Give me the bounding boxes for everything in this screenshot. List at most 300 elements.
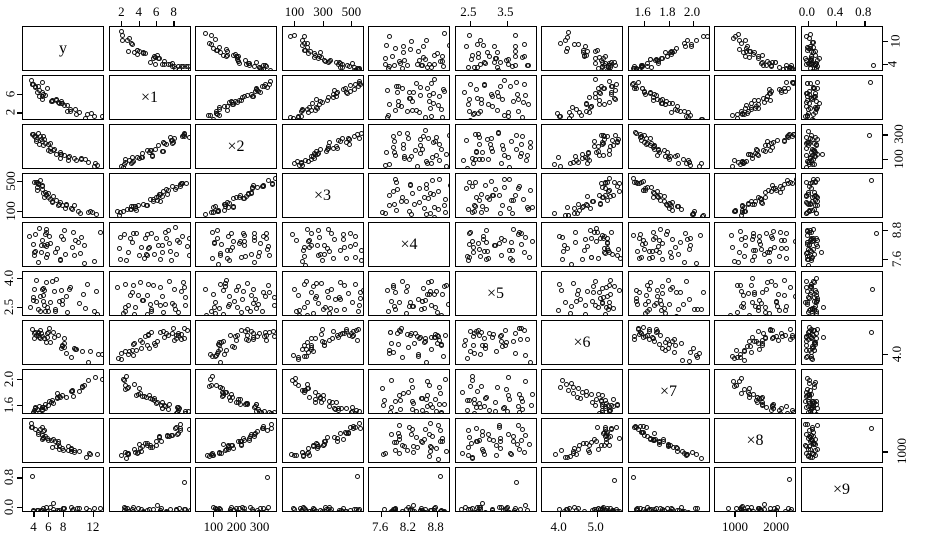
data-point	[325, 98, 330, 103]
data-point	[573, 154, 578, 159]
data-point	[593, 403, 598, 408]
data-point	[440, 59, 445, 64]
data-point	[430, 155, 435, 160]
data-point	[176, 431, 181, 436]
data-point	[576, 42, 581, 47]
data-point	[131, 353, 136, 358]
panel-x4-vs-x7	[368, 369, 450, 414]
data-point	[36, 131, 41, 136]
data-point	[40, 80, 45, 85]
data-point	[738, 283, 743, 288]
data-point	[810, 117, 815, 120]
data-point	[261, 67, 266, 71]
data-point	[93, 375, 98, 380]
data-point	[52, 289, 57, 294]
data-point	[397, 451, 402, 456]
axis-tick	[883, 134, 888, 135]
data-point	[418, 85, 423, 90]
data-point	[634, 296, 639, 301]
data-point	[301, 248, 306, 253]
data-point	[738, 229, 743, 234]
data-point	[409, 39, 414, 44]
panel-x2-vs-x5	[195, 271, 277, 316]
panel-x8-vs-x1	[714, 75, 796, 120]
data-point	[483, 343, 488, 348]
data-point	[670, 339, 675, 344]
data-point	[788, 285, 793, 290]
data-point	[176, 310, 181, 315]
data-point	[793, 294, 796, 299]
data-point	[587, 95, 592, 100]
data-point	[405, 448, 410, 453]
data-point	[45, 86, 50, 91]
data-point	[212, 240, 217, 245]
data-point	[323, 305, 328, 310]
data-point	[561, 249, 566, 254]
data-point	[674, 314, 679, 316]
data-point	[118, 257, 123, 262]
data-point	[593, 77, 598, 82]
axis-tick-label: 6	[45, 519, 52, 534]
panel-x3-vs-x2	[282, 124, 364, 169]
data-point	[516, 232, 521, 237]
data-point	[210, 230, 215, 235]
data-point	[760, 53, 765, 58]
axis-tick	[644, 21, 645, 26]
data-point	[100, 114, 104, 119]
data-point	[513, 44, 518, 49]
data-point	[805, 302, 810, 307]
data-point	[411, 90, 416, 95]
axis-tick	[808, 21, 809, 26]
data-point	[136, 293, 141, 298]
data-point	[504, 387, 509, 392]
data-point	[211, 292, 216, 297]
axis-tick	[864, 21, 865, 26]
data-point	[490, 193, 495, 198]
data-point	[151, 283, 156, 288]
data-point	[251, 335, 256, 340]
data-point	[249, 191, 254, 196]
data-point	[182, 480, 187, 485]
data-point	[558, 41, 563, 46]
data-point	[322, 340, 327, 345]
data-point	[242, 243, 247, 248]
data-point	[120, 33, 125, 38]
data-point	[163, 302, 168, 307]
data-point	[122, 162, 127, 167]
data-point	[576, 447, 581, 452]
data-point	[518, 507, 523, 512]
data-point	[393, 399, 398, 404]
axis-tick-label: 300	[890, 124, 906, 145]
data-point	[474, 149, 479, 154]
data-point	[185, 244, 190, 249]
panel-x1-vs-x7	[109, 369, 191, 414]
data-point	[433, 332, 438, 337]
data-point	[311, 311, 316, 316]
data-point	[73, 107, 78, 112]
data-point	[472, 203, 477, 208]
data-point	[614, 82, 619, 87]
data-point	[470, 378, 475, 383]
axis-tick	[17, 477, 22, 478]
data-point	[613, 88, 618, 93]
data-point	[296, 293, 301, 298]
data-point	[437, 385, 442, 390]
panel-y-vs-x8	[22, 418, 104, 463]
data-point	[431, 192, 436, 197]
data-point	[432, 53, 437, 58]
data-point	[164, 142, 169, 147]
data-point	[690, 212, 695, 217]
data-point	[496, 131, 501, 136]
data-point	[804, 279, 809, 284]
axis-tick-label: 10	[887, 34, 902, 48]
data-point	[443, 333, 448, 338]
panel-x9-vs-x2	[801, 124, 883, 169]
data-point	[358, 296, 363, 301]
data-point	[775, 505, 780, 510]
data-point	[357, 79, 362, 84]
data-point	[595, 425, 600, 430]
data-point	[30, 82, 35, 87]
panel-x9-vs-x3	[801, 173, 883, 218]
data-point	[726, 506, 731, 511]
data-point	[443, 210, 448, 215]
data-point	[573, 230, 578, 235]
data-point	[517, 184, 522, 189]
data-point	[134, 393, 139, 398]
panel-x6-vs-x2	[541, 124, 623, 169]
data-point	[573, 240, 578, 245]
data-point	[472, 411, 477, 414]
panel-y-vs-x2	[22, 124, 104, 169]
data-point	[607, 176, 612, 181]
data-point	[594, 226, 599, 231]
data-point	[815, 80, 820, 85]
data-point	[487, 54, 492, 59]
panel-x4-vs-x3	[368, 173, 450, 218]
data-point	[673, 107, 678, 112]
data-point	[264, 509, 269, 512]
data-point	[64, 395, 69, 400]
data-point	[117, 246, 122, 251]
panel-x5-vs-x9	[455, 467, 537, 512]
data-point	[309, 290, 314, 295]
data-point	[315, 243, 320, 248]
data-point	[660, 284, 665, 289]
data-point	[436, 457, 441, 462]
data-point	[784, 246, 789, 251]
data-point	[444, 283, 449, 288]
data-point	[592, 139, 597, 144]
axis-tick	[294, 21, 295, 26]
data-point	[357, 303, 362, 308]
axis-tick-label: 2	[118, 4, 125, 19]
axis-tick	[776, 512, 777, 517]
panel-x6-vs-x1	[541, 75, 623, 120]
data-point	[480, 157, 485, 162]
data-point	[354, 328, 359, 333]
data-point	[812, 190, 817, 195]
panel-x8-vs-x4	[714, 222, 796, 267]
data-point	[495, 385, 500, 390]
data-point	[359, 131, 364, 136]
data-point	[692, 307, 697, 312]
data-point	[815, 447, 820, 452]
data-point	[652, 431, 657, 436]
data-point	[768, 327, 773, 332]
data-point	[95, 452, 100, 457]
data-point	[234, 338, 239, 343]
data-point	[147, 150, 152, 155]
data-point	[405, 63, 410, 68]
data-point	[237, 61, 242, 66]
data-point	[509, 198, 514, 203]
data-point	[401, 44, 406, 49]
data-point	[528, 360, 533, 365]
panel-x7-vs-x4	[628, 222, 710, 267]
panel-x7-vs-x5	[628, 271, 710, 316]
data-point	[183, 303, 188, 308]
data-point	[699, 161, 704, 166]
data-point	[393, 448, 398, 453]
data-point	[788, 509, 793, 512]
data-point	[466, 453, 471, 458]
data-point	[422, 306, 427, 311]
data-point	[319, 332, 324, 337]
data-point	[214, 111, 219, 116]
panel-x8-vs-x9	[714, 467, 796, 512]
data-point	[301, 505, 306, 510]
data-point	[139, 449, 144, 454]
data-point	[187, 135, 191, 140]
data-point	[422, 206, 427, 211]
data-point	[753, 248, 758, 253]
data-point	[441, 354, 446, 359]
data-point	[242, 509, 247, 512]
data-point	[633, 130, 638, 135]
data-point	[409, 432, 414, 437]
data-point	[394, 208, 399, 213]
panel-x4-vs-x2	[368, 124, 450, 169]
data-point	[53, 250, 58, 255]
data-point	[809, 327, 814, 332]
data-point	[806, 263, 811, 267]
data-point	[130, 42, 135, 47]
axis-tick-label: 100	[284, 4, 305, 19]
panel-y-vs-x1	[22, 75, 104, 120]
data-point	[412, 341, 417, 346]
data-point	[428, 421, 433, 426]
panel-x2-vs-x3	[195, 173, 277, 218]
data-point	[210, 453, 215, 458]
data-point	[635, 302, 640, 307]
data-point	[771, 229, 776, 234]
data-point	[164, 236, 169, 241]
data-point	[305, 300, 310, 305]
data-point	[737, 250, 742, 255]
data-point	[636, 80, 641, 85]
data-point	[416, 49, 421, 54]
data-point	[474, 439, 479, 444]
data-point	[389, 378, 394, 383]
data-point	[498, 84, 503, 89]
data-point	[640, 86, 645, 91]
data-point	[435, 310, 440, 315]
data-point	[477, 510, 482, 512]
data-point	[121, 209, 126, 214]
data-point	[560, 235, 565, 240]
data-point	[410, 407, 415, 412]
data-point	[34, 139, 39, 144]
data-point	[40, 408, 45, 413]
data-point	[333, 297, 338, 302]
data-point	[814, 311, 819, 316]
data-point	[438, 391, 443, 396]
data-point	[156, 243, 161, 248]
data-point	[299, 114, 304, 119]
data-point	[530, 205, 535, 210]
data-point	[157, 56, 162, 61]
data-point	[747, 395, 752, 400]
data-point	[571, 281, 576, 286]
data-point	[665, 229, 670, 234]
data-point	[438, 474, 443, 479]
data-point	[484, 228, 489, 233]
data-point	[471, 250, 476, 255]
panel-diagonal-x2	[195, 124, 277, 169]
data-point	[222, 352, 227, 357]
data-point	[607, 409, 612, 414]
data-point	[617, 509, 622, 512]
data-point	[203, 287, 208, 292]
panel-x9-vs-x4	[801, 222, 883, 267]
data-point	[397, 300, 402, 305]
axis-tick	[259, 512, 260, 517]
data-point	[148, 302, 153, 307]
data-point	[411, 450, 416, 455]
data-point	[437, 177, 442, 182]
data-point	[735, 310, 740, 315]
data-point	[567, 110, 572, 115]
panel-x6-vs-x7	[541, 369, 623, 414]
data-point	[613, 97, 618, 102]
data-point	[400, 279, 405, 284]
data-point	[660, 56, 665, 61]
data-point	[607, 188, 612, 193]
data-point	[478, 352, 483, 357]
data-point	[44, 244, 49, 249]
data-point	[608, 434, 613, 439]
data-point	[182, 336, 187, 341]
data-point	[45, 331, 50, 336]
data-point	[663, 340, 668, 345]
data-point	[498, 211, 503, 216]
data-point	[213, 37, 218, 42]
data-point	[443, 197, 448, 202]
data-point	[519, 242, 524, 247]
data-point	[263, 63, 268, 68]
data-point	[115, 285, 120, 290]
panel-x4-vs-x6	[368, 320, 450, 365]
axis-tick-label: 0.8	[855, 4, 872, 19]
data-point	[387, 162, 392, 167]
data-point	[784, 304, 789, 309]
data-point	[398, 407, 403, 412]
data-point	[809, 335, 814, 340]
data-point	[265, 475, 270, 480]
data-point	[397, 393, 402, 398]
panel-x8-vs-x3	[714, 173, 796, 218]
data-point	[492, 44, 497, 49]
axis-tick	[33, 512, 34, 517]
data-point	[166, 407, 171, 412]
data-point	[390, 54, 395, 59]
panel-x2-vs-x4	[195, 222, 277, 267]
data-point	[313, 336, 318, 341]
data-point	[869, 178, 874, 183]
data-point	[66, 158, 71, 163]
data-point	[804, 180, 809, 185]
data-point	[342, 307, 347, 312]
data-point	[439, 147, 444, 152]
data-point	[411, 503, 416, 508]
data-point	[647, 307, 652, 312]
data-point	[309, 231, 314, 236]
data-point	[812, 409, 817, 414]
panel-x6-vs-x8	[541, 418, 623, 463]
data-point	[259, 410, 264, 414]
data-point	[432, 77, 437, 82]
data-point	[591, 284, 596, 289]
data-point	[68, 109, 73, 114]
data-point	[648, 90, 653, 95]
data-point	[391, 189, 396, 194]
data-point	[174, 411, 179, 414]
panel-x3-vs-x4	[282, 222, 364, 267]
data-point	[255, 429, 260, 434]
data-point	[213, 300, 218, 305]
data-point	[699, 456, 704, 461]
data-point	[569, 262, 574, 267]
data-point	[413, 148, 418, 153]
data-point	[218, 385, 223, 390]
data-point	[868, 80, 873, 85]
data-point	[763, 195, 768, 200]
axis-tick-label: 4	[135, 4, 143, 19]
data-point	[559, 288, 564, 293]
data-point	[330, 400, 335, 405]
axis-tick-label: 2.0	[0, 370, 16, 387]
data-point	[676, 204, 681, 209]
data-point	[739, 391, 744, 396]
data-point	[66, 444, 71, 449]
data-point	[804, 153, 809, 158]
variable-label: ×6	[573, 333, 591, 351]
data-point	[572, 206, 577, 211]
panel-diagonal-y	[22, 26, 104, 71]
data-point	[552, 211, 557, 216]
variable-label: ×3	[313, 186, 332, 204]
data-point	[388, 410, 393, 414]
data-point	[428, 106, 433, 111]
data-point	[502, 177, 507, 182]
axis-tick-label: 300	[313, 4, 333, 19]
data-point	[655, 153, 660, 158]
data-point	[412, 509, 417, 512]
